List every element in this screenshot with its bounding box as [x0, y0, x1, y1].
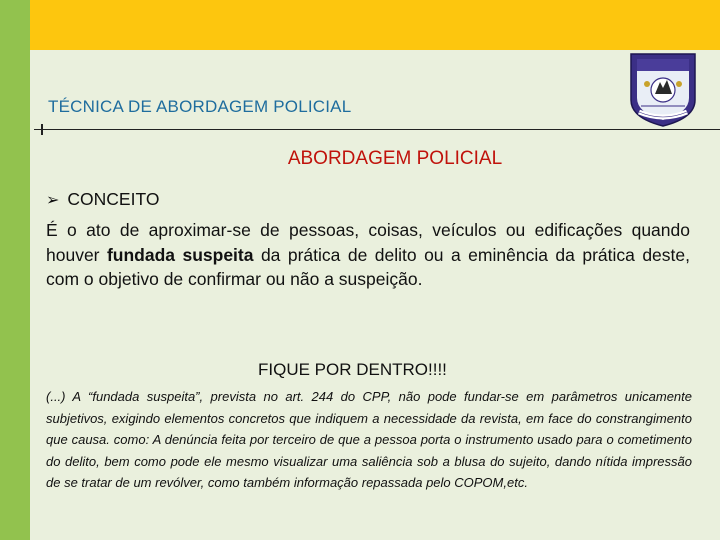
- top-accent-bar: [30, 0, 720, 50]
- definition-text-1: É o ato de aproximar-se de pessoas, coisas, veículos ou edificações quando houver: [46, 220, 690, 265]
- bullet-concept: [46, 189, 159, 210]
- callout-heading: FIQUE POR DENTRO!!!!: [258, 360, 447, 379]
- header-title: TÉCNICA DE ABORDAGEM POLICIAL: [48, 97, 352, 116]
- bullet-label: CONCEITO: [67, 189, 160, 209]
- arrow-bullet-icon: ➢: [46, 191, 60, 209]
- slide-title: ABORDAGEM POLICIAL: [287, 148, 503, 169]
- header-rule: [34, 129, 720, 130]
- definition-paragraph: [46, 218, 690, 292]
- quote-paragraph: (...) A “fundada suspeita”, prevista no art. 244 do CPP, não pode fundar-se em parâmetros unicamente subjetivos, exigindo elementos concretos que indiquem a necessidade da revista, em face do constrangimento que causa. como: A denúncia feita por terceiro de que a pessoa porta o instrumento usado para o cometimento do delito, bem como pode ele mesmo visualizar uma saliência sob a blusa do sujeito, dando nítida impressão de se tratar de um revólver, como também informação repassada pelo COPOM,etc.: [46, 389, 692, 490]
- definition-text-2: da prática de delito ou a eminência da prática deste, com o objetivo de confirmar ou não a suspeição.: [46, 244, 690, 289]
- left-accent-bar: [0, 0, 30, 540]
- police-crest-icon: [627, 50, 699, 130]
- definition-emphasis: fundada suspeita: [106, 244, 254, 265]
- header-rule-tick: [41, 124, 43, 135]
